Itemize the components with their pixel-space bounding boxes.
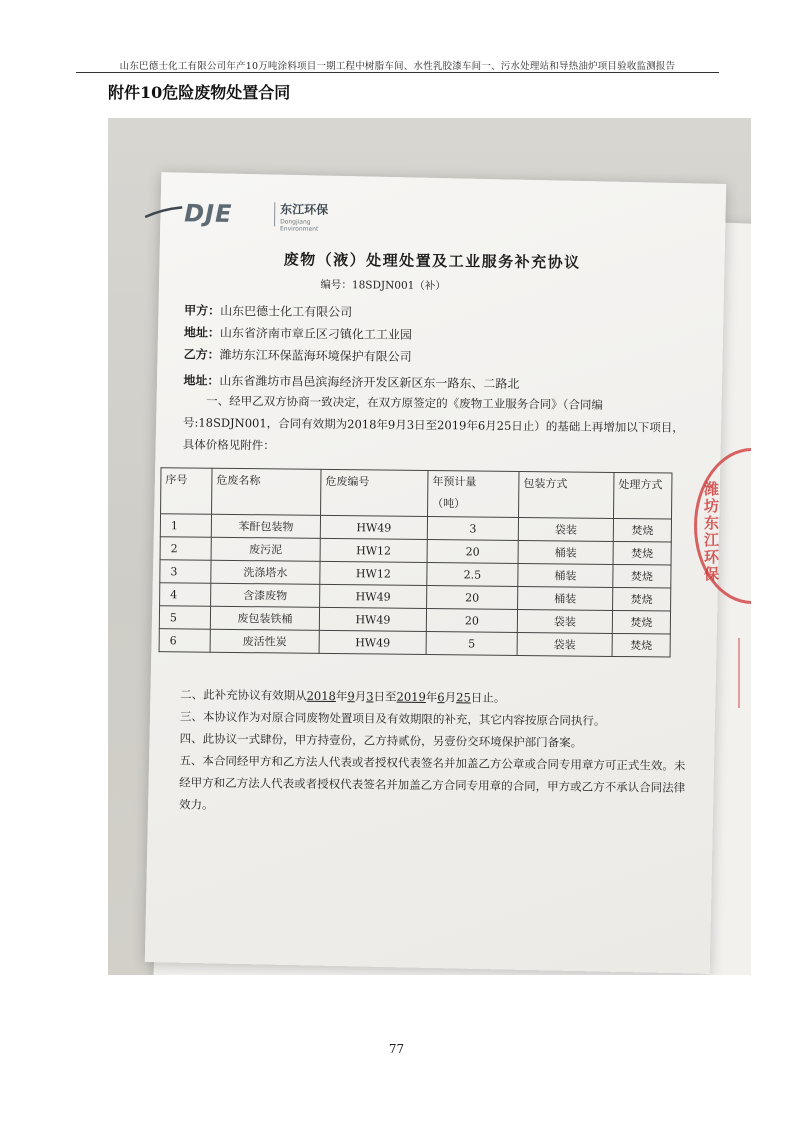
- row-packaging: 桶装: [518, 586, 613, 610]
- header-waste-name: 危废名称: [212, 468, 321, 515]
- row-seq: 1: [160, 514, 211, 538]
- clause-2-to: 至: [384, 689, 397, 704]
- row-packaging: 袋装: [518, 517, 613, 541]
- clause-2-prefix: 二、此补充协议有效期从: [180, 687, 307, 703]
- row-waste-code: HW49: [320, 515, 427, 539]
- party-a-line: [184, 301, 352, 320]
- row-seq: 6: [159, 629, 210, 653]
- clause-1: 一、经甲乙双方协商一致决定，在双方原签定的《废物工业服务合同》（合同编号:18SDJN001，合同有效期为2018年9月3日至2019年6月25日止）的基础上再增加以下项目，具体价格见附件：: [182, 393, 684, 453]
- address-b-line: [183, 371, 519, 392]
- clause-2-start-day: 3: [366, 689, 374, 704]
- address-a-label: 地址：: [183, 325, 221, 340]
- row-disposal: 焚烧: [613, 587, 671, 611]
- row-packaging: 桶装: [518, 540, 613, 564]
- month-char: 月: [444, 690, 457, 705]
- contract-photo: [108, 118, 751, 975]
- header-annual-quantity: [428, 470, 519, 517]
- row-waste-name: 废活性炭: [210, 629, 319, 653]
- row-disposal: 焚烧: [613, 518, 671, 542]
- agreement-number: 编号：18SDJN001（补）: [320, 278, 446, 293]
- address-a-value: 山东省济南市章丘区刁镇化工工业园: [219, 325, 413, 342]
- row-packaging: 袋装: [517, 632, 612, 656]
- row-waste-code: HW49: [320, 584, 427, 608]
- waste-table-header-row: [161, 468, 672, 519]
- clause-2-suffix: 止。: [482, 690, 506, 705]
- party-b-line: [184, 345, 412, 364]
- row-waste-name: 废污泥: [211, 537, 320, 561]
- year-char: 年: [425, 689, 438, 705]
- header-seq: 序号: [161, 468, 212, 515]
- logo-swoosh-icon: [144, 205, 184, 219]
- appendix-title: 附件10危险废物处置合同: [108, 83, 291, 102]
- company-logo: [144, 197, 344, 233]
- clause-2-end-day: 25: [456, 690, 471, 705]
- clause-2-start-year: 2018: [306, 688, 336, 704]
- day-char: 日: [470, 690, 483, 705]
- row-waste-code: HW49: [319, 607, 426, 631]
- logo-company-name-en: Dongjiang Environment: [279, 218, 319, 233]
- row-waste-name: 洗涤塔水: [211, 560, 320, 584]
- row-quantity: 3: [427, 516, 518, 540]
- waste-table: [159, 467, 673, 657]
- row-disposal: 焚烧: [612, 610, 670, 634]
- row-waste-code: HW49: [319, 630, 426, 654]
- row-waste-code: HW12: [320, 538, 427, 562]
- row-packaging: 袋装: [517, 609, 612, 633]
- party-b-label: 乙方：: [183, 347, 220, 362]
- row-seq: 2: [160, 537, 211, 561]
- red-ink-mark: [738, 638, 751, 708]
- row-quantity: 20: [427, 539, 518, 563]
- clause-5: 五、本合同经甲方和乙方法人代表或者授权代表签名并加盖乙方公章或合同专用章方可正式生效。未经甲方和乙方法人代表或者授权代表签名并加盖乙方合同专用章的合同，甲方或乙方不承认合同法律效力。: [178, 753, 686, 812]
- clause-2-end-year: 2019: [396, 689, 426, 704]
- running-header: 山东巴德士化工有限公司年产10万吨涂料项目一期工程中树脂车间、水性乳胶漆车间一、污水处理站和导热油炉项目验收监测报告: [119, 61, 676, 72]
- row-quantity: 5: [426, 631, 517, 655]
- party-a-label: 甲方：: [184, 303, 221, 318]
- row-quantity: 20: [427, 585, 518, 609]
- address-b-label: 地址：: [183, 373, 220, 388]
- row-disposal: 焚烧: [612, 633, 670, 657]
- header-annual-quantity-unit: （吨）: [432, 497, 466, 511]
- header-waste-code: 危废编号: [321, 469, 428, 516]
- address-b-value: 山东省潍坊市昌邑滨海经济开发区新区东一路东、二路北: [219, 373, 520, 391]
- row-disposal: 焚烧: [613, 564, 671, 588]
- table-row: [159, 629, 670, 657]
- logo-divider: [274, 202, 275, 226]
- party-b-name: 潍坊东江环保蓝海环境保护有限公司: [219, 347, 412, 364]
- row-waste-name: 含漆废物: [211, 583, 320, 607]
- stamp-text: 潍坊东江环保: [702, 481, 720, 583]
- day-char: 日: [373, 689, 386, 704]
- header-rule: [76, 72, 719, 73]
- row-seq: 5: [159, 606, 210, 630]
- row-disposal: 焚烧: [613, 541, 671, 565]
- row-waste-code: HW12: [320, 561, 427, 585]
- clause-3: 三、本协议作为对原合同废物处置项目及有效期限的补充，其它内容按原合同执行。: [179, 709, 606, 728]
- logo-company-name: 东江环保: [280, 202, 329, 217]
- party-a-name: 山东巴德士化工有限公司: [220, 303, 353, 320]
- clause-2-end-month: 6: [437, 690, 445, 705]
- month-char: 月: [354, 689, 367, 704]
- row-packaging: 桶装: [518, 563, 613, 587]
- clause-2-start-month: 9: [347, 689, 355, 704]
- row-waste-name: 废包装铁桶: [210, 606, 319, 630]
- year-char: 年: [335, 689, 348, 704]
- row-quantity: 20: [426, 608, 517, 632]
- agreement-title: 废物（液）处理处置及工业服务补充协议: [283, 250, 581, 272]
- clause-4: 四、此协议一式肆份，甲方持壹份，乙方持贰份，另壹份交环境保护部门备案。: [179, 731, 583, 750]
- row-waste-name: 苯酐包装物: [211, 514, 320, 538]
- row-seq: 3: [160, 560, 211, 584]
- address-a-line: [184, 323, 412, 342]
- contract-content: [108, 118, 751, 975]
- row-quantity: 2.5: [427, 562, 518, 586]
- row-seq: 4: [160, 583, 211, 607]
- header-disposal: 处理方式: [614, 472, 672, 519]
- header-packaging: 包装方式: [519, 471, 614, 518]
- logo-letters: DJE: [184, 199, 233, 228]
- header-annual-quantity-label: 年预计量: [432, 475, 477, 489]
- page-number: 77: [388, 1042, 405, 1056]
